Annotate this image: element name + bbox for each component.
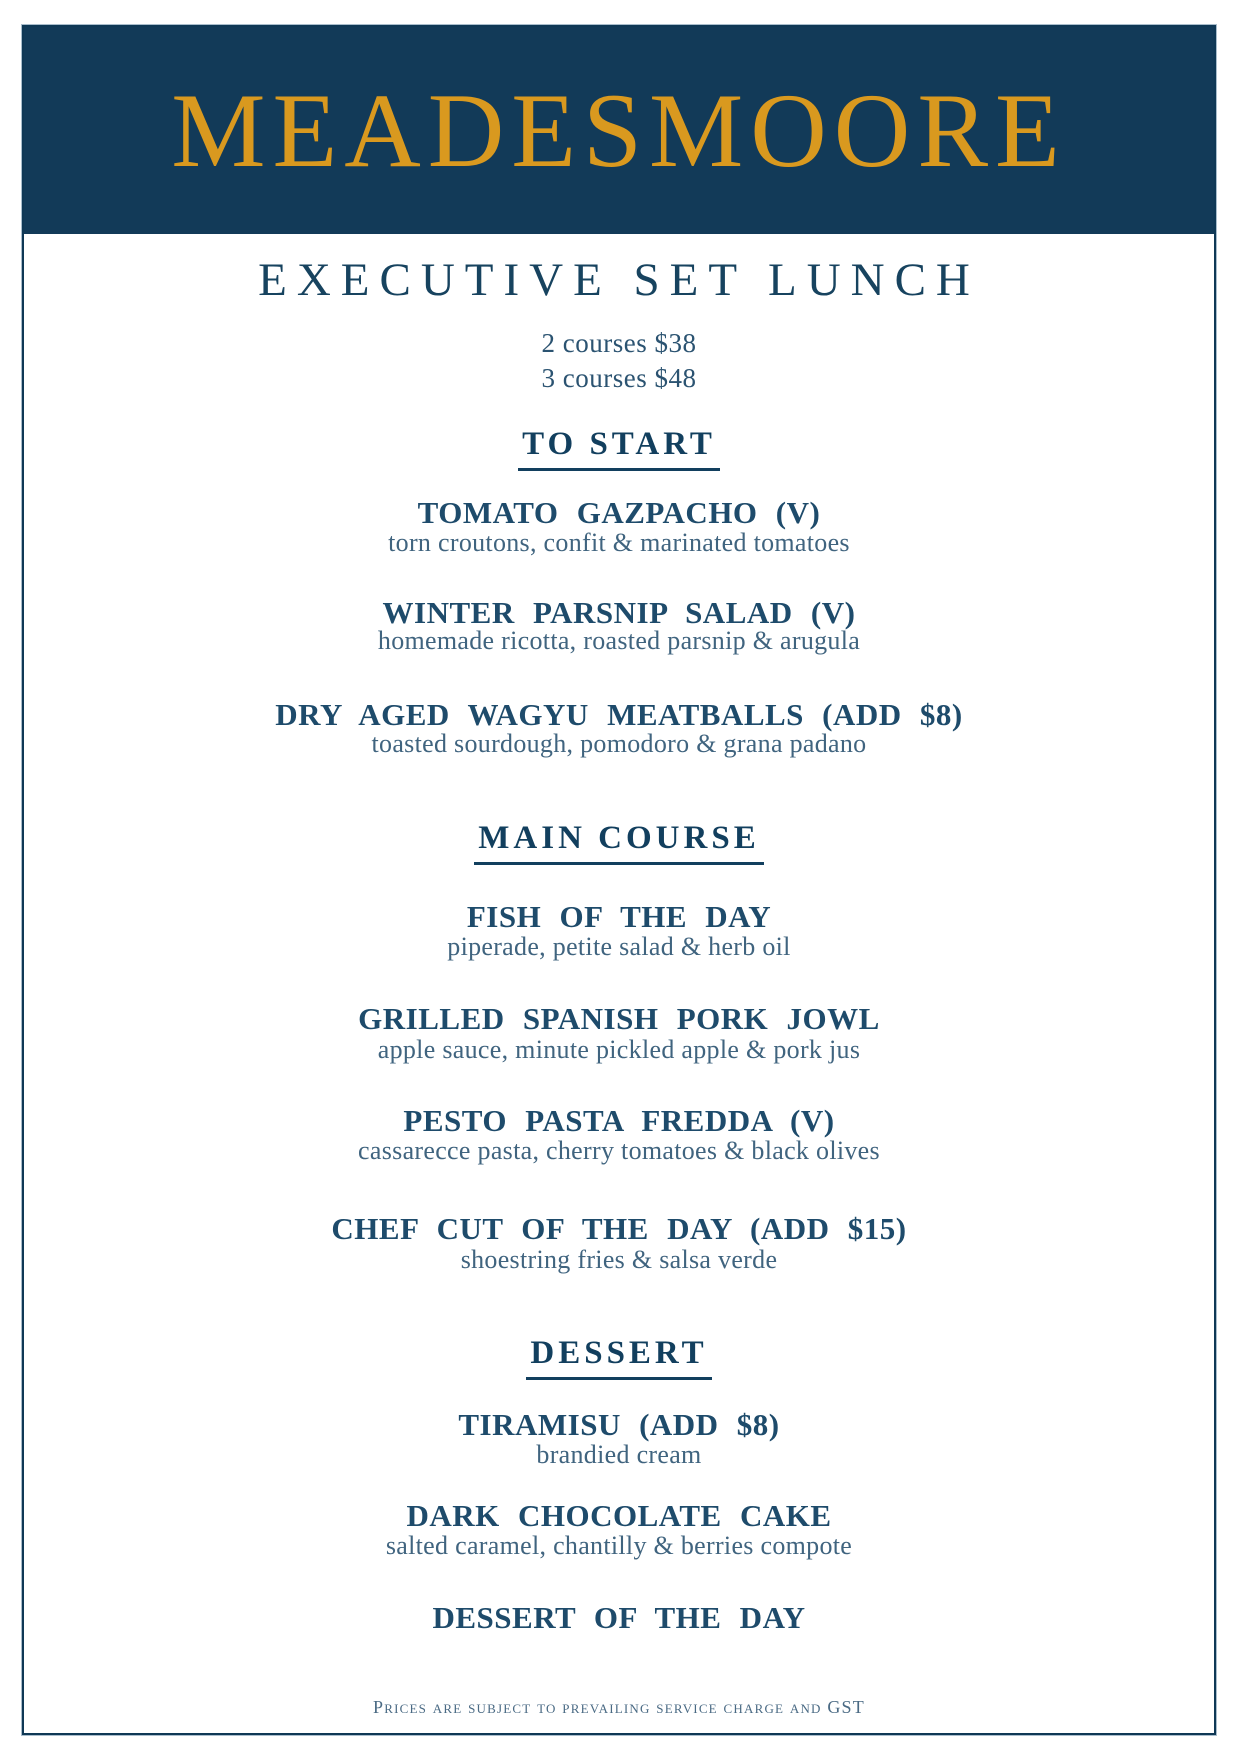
item-desc-pesto-pasta-fredda: cassarecce pasta, cherry tomatoes & black olives: [358, 1136, 880, 1165]
item-name-wagyu-meatballs: DRY AGED WAGYU MEATBALLS (ADD $8): [275, 697, 963, 732]
section-heading-to-start: [24, 428, 1214, 471]
item-desc-dark-chocolate-cake: salted caramel, chantilly & berries compote: [385, 1531, 853, 1560]
item-desc-tiramisu: brandied cream: [536, 1440, 702, 1469]
pricing-line-2-courses: 2 courses $38: [541, 328, 697, 358]
brand-banner: [24, 27, 1214, 234]
item-desc-winter-parsnip-salad: homemade ricotta, roasted parsnip & arugula: [377, 626, 861, 655]
item-name-dark-chocolate-cake: DARK CHOCOLATE CAKE: [406, 1498, 832, 1533]
section-heading-main-course: [24, 822, 1214, 865]
item-name-winter-parsnip-salad: WINTER PARSNIP SALAD (V): [382, 595, 856, 630]
item-name-tiramisu: TIRAMISU (ADD $8): [458, 1407, 780, 1442]
item-name-fish-of-the-day: FISH OF THE DAY: [466, 899, 772, 934]
section-heading-dessert: [24, 1337, 1214, 1380]
menu-frame: [22, 25, 1216, 1735]
section-heading-to-start-label: TO START: [518, 428, 720, 471]
item-desc-pork-jowl: apple sauce, minute pickled apple & pork jus: [377, 1035, 861, 1064]
section-heading-main-course-label: MAIN COURSE: [474, 822, 763, 865]
item-desc-wagyu-meatballs: toasted sourdough, pomodoro & grana padano: [371, 729, 867, 758]
section-heading-dessert-label: DESSERT: [526, 1337, 711, 1380]
brand-logo: MEADESMOORE: [171, 71, 1067, 189]
item-desc-tomato-gazpacho: torn croutons, confit & marinated tomatoes: [388, 528, 850, 557]
footer-note: Prices are subject to prevailing service charge and GST: [373, 1697, 865, 1717]
item-desc-chef-cut: shoestring fries & salsa verde: [460, 1245, 778, 1274]
pricing-block: [24, 326, 1214, 396]
item-name-tomato-gazpacho: TOMATO GAZPACHO (V): [417, 495, 821, 530]
item-name-chef-cut: CHEF CUT OF THE DAY (ADD $15): [331, 1211, 907, 1246]
item-desc-fish-of-the-day: piperade, petite salad & herb oil: [447, 932, 791, 961]
item-name-pesto-pasta-fredda: PESTO PASTA FREDDA (V): [403, 1103, 835, 1138]
menu-title: EXECUTIVE SET LUNCH: [258, 254, 980, 306]
pricing-line-3-courses: 3 courses $48: [541, 363, 697, 393]
item-name-pork-jowl: GRILLED SPANISH PORK JOWL: [358, 1001, 880, 1036]
item-name-dessert-of-the-day: DESSERT OF THE DAY: [432, 1600, 806, 1635]
